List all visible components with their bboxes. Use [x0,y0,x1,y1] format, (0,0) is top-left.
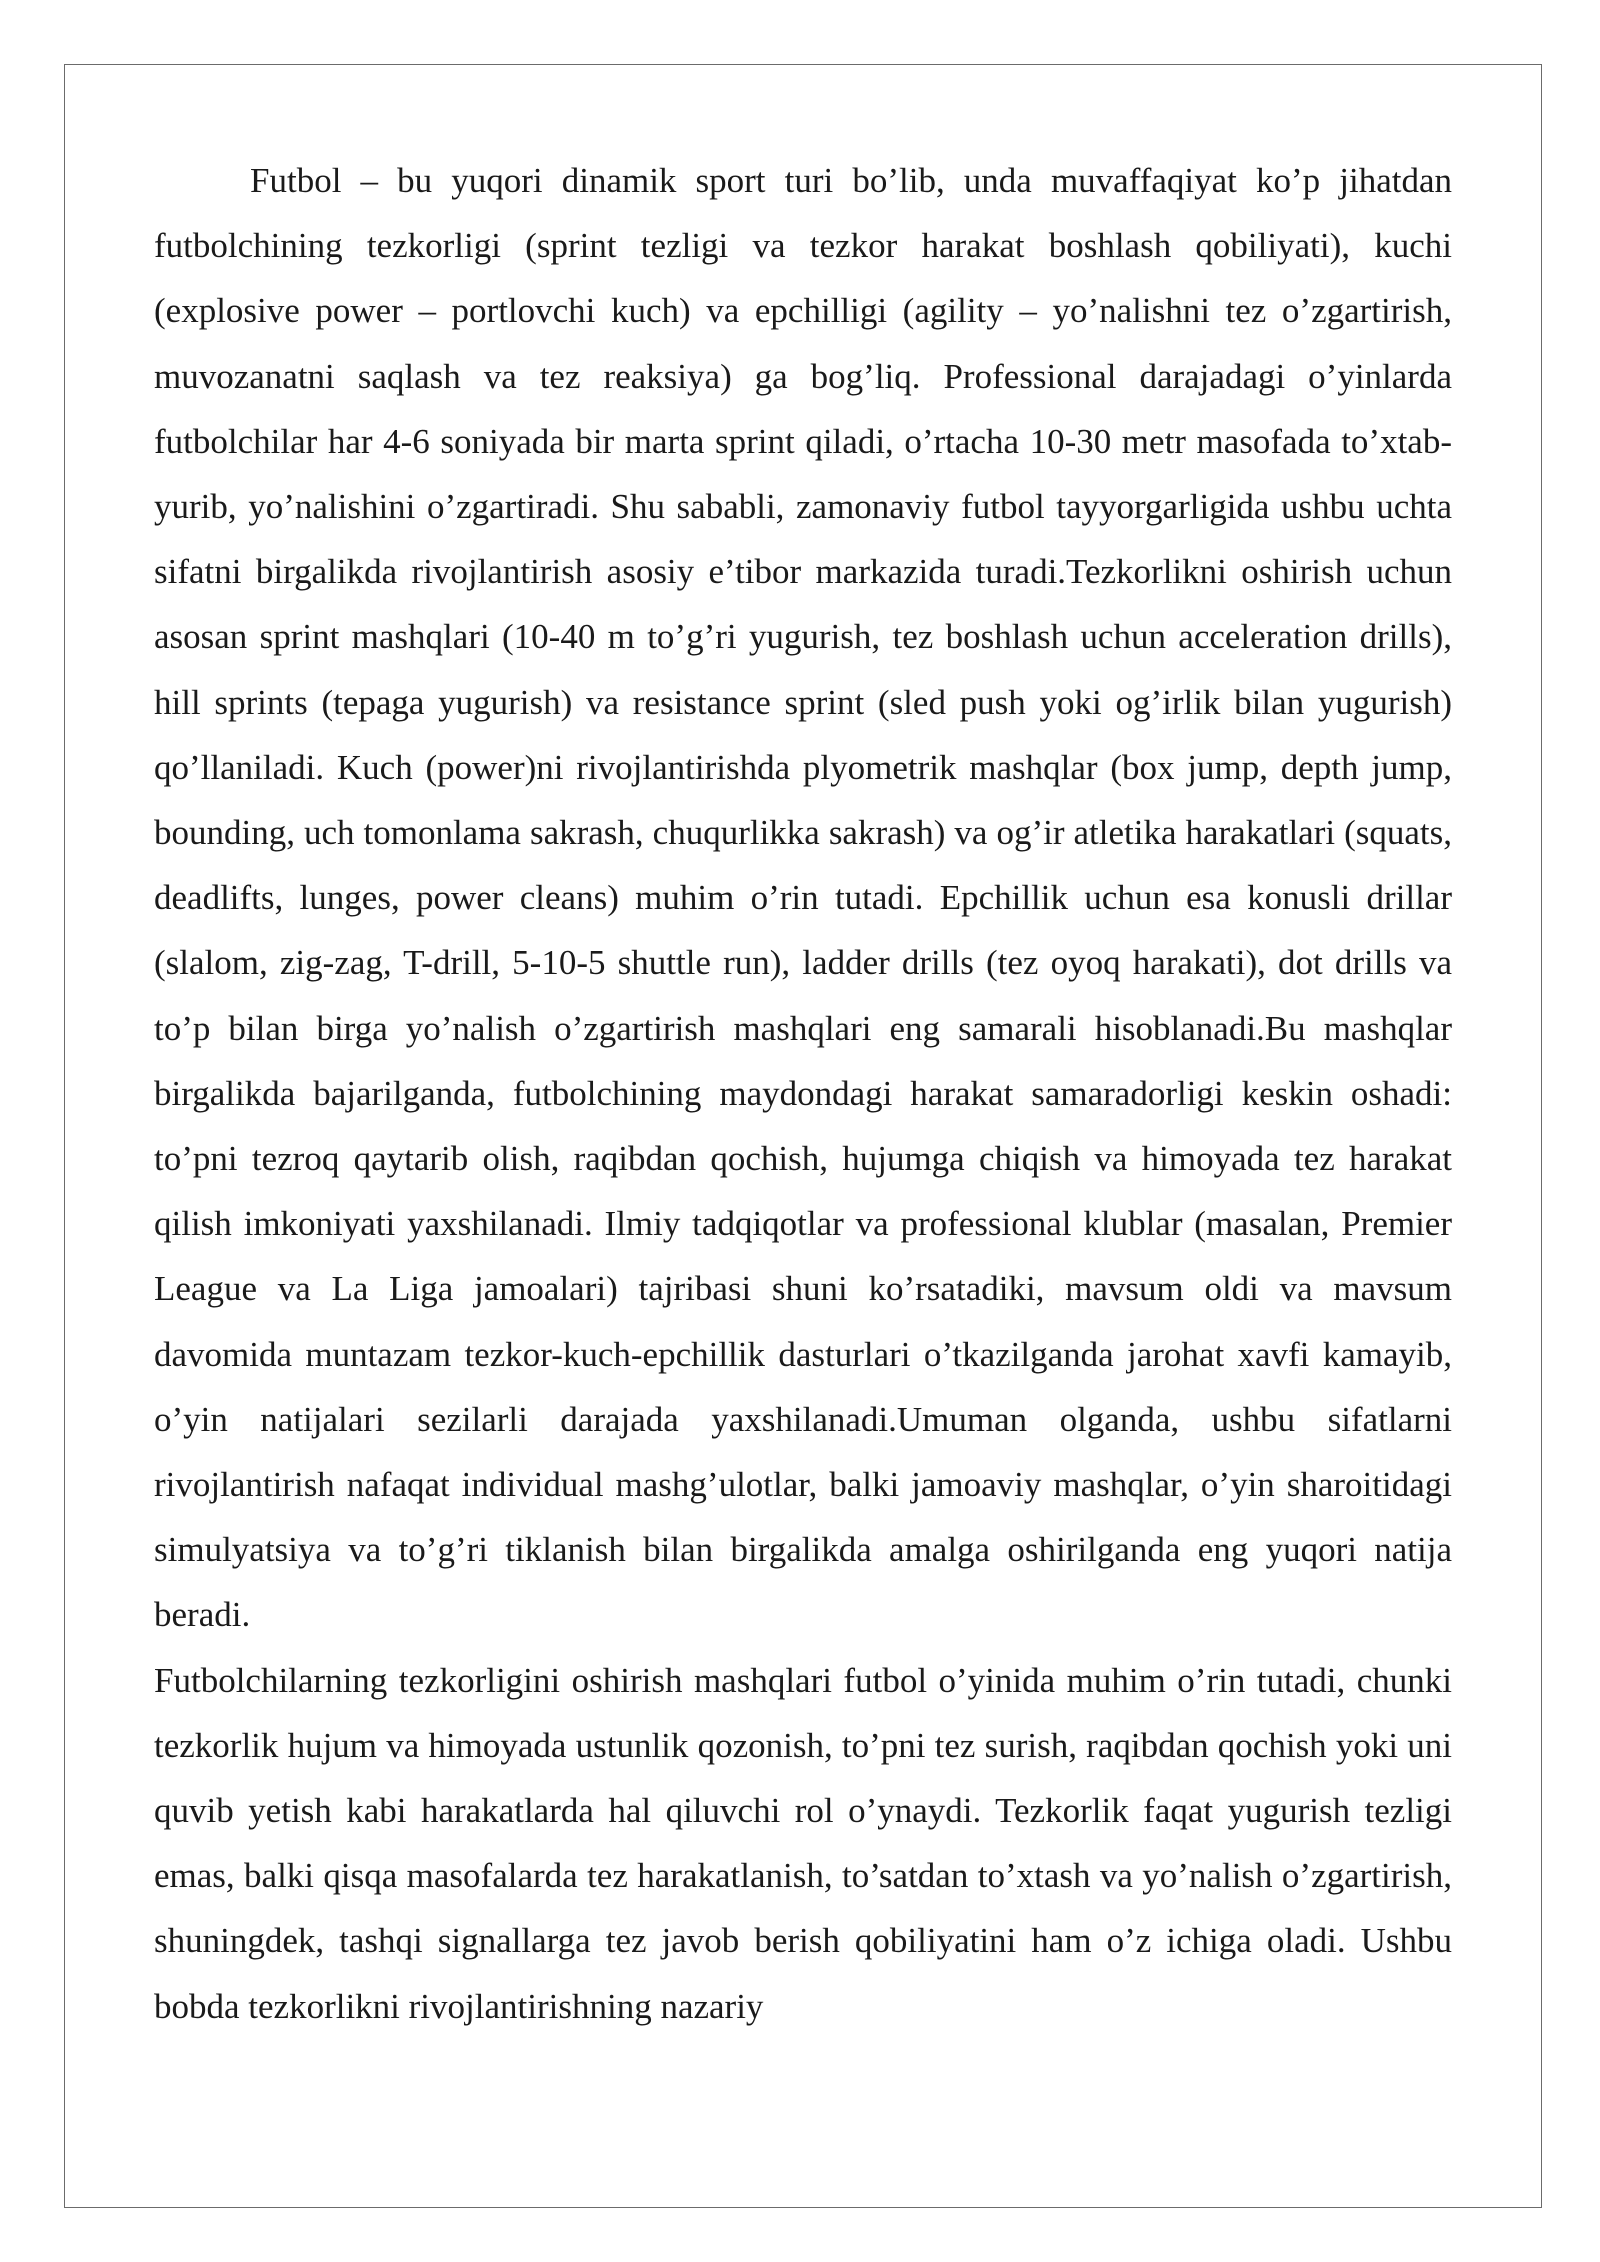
document-body [154,148,1452,2039]
paragraph-speed-training: Futbolchilarning tezkorligini oshirish mashqlari futbol o’yinida muhim o’rin tutadi, chunki tezkorlik hujum va himoyada ustunlik qozonish, to’pni tez surish, raqibdan qochish yoki uni quvib yetish kabi harakatlarda hal qiluvchi rol o’ynaydi. Tezkorlik faqat yugurish tezligi emas, balki qisqa masofalarda tez harakatlanish, to’satdan to’xtash va yo’nalish o’zgartirish, shuningdek, tashqi signallarga tez javob berish qobiliyatini ham o’z ichiga oladi. Ushbu bobda tezkorlikni rivojlantirishning nazariy [154,1660,1452,2026]
paragraph-intro: Futbol – bu yuqori dinamik sport turi bo’lib, unda muvaffaqiyat ko’p jihatdan futbolchining tezkorligi (sprint tezligi va tezkor harakat boshlash qobiliyati), kuchi (explosive power – portlovchi kuch) va epchilligi (agility – yo’nalishni tez o’zgartirish, muvozanatni saqlash va tez reaksiya) ga bog’liq. Professional darajadagi o’yinlarda futbolchilar har 4-6 soniyada bir marta sprint qiladi, o’rtacha 10-30 metr masofada to’xtab-yurib, yo’nalishini o’zgartiradi. Shu sababli, zamonaviy futbol tayyorgarligida ushbu uchta sifatni birgalikda rivojlantirish asosiy e’tibor markazida turadi.Tezkorlikni oshirish uchun asosan sprint mashqlari (10-40 m to’g’ri yugurish, tez boshlash uchun acceleration drills), hill sprints (tepaga yugurish) va resistance sprint (sled push yoki og’irlik bilan yugurish) qo’llaniladi. Kuch (power)ni rivojlantirishda plyometrik mashqlar (box jump, depth jump, bounding, uch tomonlama sakrash, chuqurlikka sakrash) va og’ir atletika harakatlari (squats, deadlifts, lunges, power cleans) muhim o’rin tutadi. Epchillik uchun esa konusli drillar (slalom, zig-zag, T-drill, 5-10-5 shuttle run), ladder drills (tez oyoq harakati), dot drills va to’p bilan birga yo’nalish o’zgartirish mashqlari eng samarali hisoblanadi.Bu mashqlar birgalikda bajarilganda, futbolchining maydondagi harakat samaradorligi keskin oshadi: to’pni tezroq qaytarib olish, raqibdan qochish, hujumga chiqish va himoyada tez harakat qilish imkoniyati yaxshilanadi. Ilmiy tadqiqotlar va professional klublar (masalan, Premier League va La Liga jamoalari) tajribasi shuni ko’rsatadiki, mavsum oldi va mavsum davomida muntazam tezkor-kuch-epchillik dasturlari o’tkazilganda jarohat xavfi kamayib, o’yin natijalari sezilarli darajada yaxshilanadi.Umuman olganda, ushbu sifatlarni rivojlantirish nafaqat individual mashg’ulotlar, balki jamoaviy mashqlar, o’yin sharoitidagi simulyatsiya va to’g’ri tiklanish bilan birgalikda amalga oshirilganda eng yuqori natija beradi. [154,161,1452,1635]
